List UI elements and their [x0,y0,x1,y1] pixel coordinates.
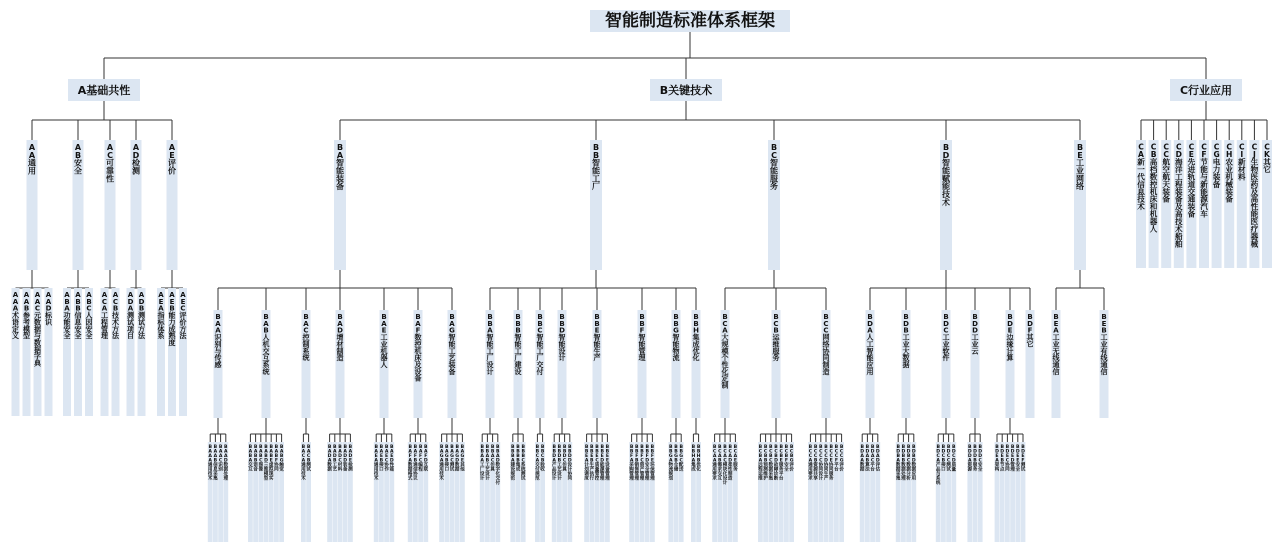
leaf-b-1-7-0-label: B B H A 集成 [691,445,696,473]
leaf-a-3-0-label: A D A 测试项目 [127,291,134,341]
leaf-b-0-1-6-label: B A B G 触觉 [279,445,284,473]
node-a-0-label: A A 通用 [28,143,36,176]
group-b-0-2-label: B A C 控制系统 [302,313,310,363]
leaf-b-1-1-0-label: B B B A 建设规范 [510,445,516,482]
leaf-b-0-5-1-label: B A F B 通信协议 [413,445,418,482]
leaf-b-2-0-2-label: B C A C 模块化设计 [722,445,728,487]
leaf-b-3-0-2-label: B D A C 平台 [870,445,875,473]
node-c-2-label: C C 航空航天装备 [1162,142,1170,204]
leaf-b-3-1-2-label: B D B C 数据分析 [906,445,911,482]
leaf-b-3-3-1-label: B D D B 服务 [972,445,978,473]
group-b-0-1-label: B A B 人机交互系统 [262,313,270,376]
node-c-6-label: C G 电力装备 [1212,142,1221,189]
leaf-b-0-1-2-label: B A B C 图像 [258,445,264,473]
leaf-b-3-2-3-label: B D C D 质量 [951,445,957,473]
group-b-0-3-label: B A D 增材制造 [336,313,344,363]
leaf-b-3-4-0-label: B D E A 架构 [994,445,1000,473]
leaf-b-1-4-4-label: B B E E 设备管理 [605,445,610,482]
leaf-b-1-4-0-label: B B E A 计划调度 [584,445,589,482]
leaf-b-0-4-2-label: B A E C 协作 [384,445,389,473]
leaf-b-1-6-2-label: B B G C 配送 [678,445,684,473]
leaf-b-2-1-4-label: B C B E 服务平台 [778,445,784,482]
leaf-b-0-3-1-label: B A D B 工艺 [332,445,338,473]
leaf-b-0-1-1-label: B A B B 语音 [253,445,258,473]
group-b-1-3-label: B B D 智能设计 [558,313,566,363]
leaf-b-3-0-0-label: B D A A 数据 [859,445,865,473]
leaf-b-1-0-0-label: B B A A 工厂设计 [479,445,485,482]
leaf-b-3-2-0-label: B D C A 产品与系统 [935,445,941,487]
leaf-b-0-1-3-label: B A B D 三维模型 [263,445,269,482]
node-a-3-label: A D 检测 [132,143,140,176]
leaf-b-2-2-2-label: B C C C 协同设计 [818,445,824,482]
leaf-b-2-2-4-label: B C C E 协同服务 [828,445,834,482]
leaf-b-0-0-2-label: B A A C 识别 [218,445,223,473]
leaf-b-2-2-0-label: B C C A 通用要求 [808,445,813,482]
group-b-1-7-label: B B H 集成优化 [692,313,700,363]
leaf-b-1-2-0-label: B B C A 交付规范 [535,445,540,482]
leaf-a-0-3-label: A A D 标识 [45,291,52,327]
node-a-1-label: A B 安全 [74,143,82,176]
group-b-0-6-label: B A G 智能工艺装备 [448,313,456,376]
leaf-b-2-1-6-label: B C B G 评价 [789,445,794,473]
leaf-b-0-2-0-label: B A C A 通用技术 [301,445,306,482]
leaf-b-2-1-1-label: B C B B 预测维护 [763,445,768,482]
leaf-b-1-3-2-label: B B D C 仿真 [562,445,567,473]
leaf-b-3-1-3-label: B D B D 数据应用 [911,445,917,482]
group-b-3-0-label: B D A 人工智能应用 [866,313,874,376]
leaf-b-1-4-2-label: B B E C 质量管控 [594,445,600,482]
leaf-b-2-1-2-label: B C B C 数据采集 [768,445,774,482]
leaf-b-2-0-1-label: B C A B 需求交互 [717,445,723,482]
leaf-b-3-4-4-label: B D E E 安全 [1015,445,1021,473]
leaf-a-1-2-label: A B C 人因安全 [85,291,93,341]
leaf-b-0-1-5-label: B A B F 协同 [274,445,279,473]
leaf-b-1-0-3-label: B B A D 数字化交付 [495,445,501,487]
leaf-a-1-0-label: A B A 功能安全 [63,291,71,341]
leaf-b-1-6-1-label: B B G B 仓储 [673,445,679,473]
group-b-4-0-label: B E A 工业无线通信 [1052,313,1060,376]
group-b-3-1-label: B D B 工业大数据 [902,313,910,370]
leaf-b-1-0-1-label: B B A B 工艺设计 [485,445,490,482]
leaf-b-1-5-4-label: B B F E 环保管理 [650,445,655,482]
leaf-b-0-4-0-label: B A E A 通用技术 [373,445,379,482]
node-c-10-label: C K 其它 [1263,142,1271,174]
leaf-b-2-0-4-label: B C A E 服务 [733,445,738,473]
leaf-a-4-1-label: A E B 能力成熟度 [168,291,176,348]
group-b-2-0-label: B C A 大规模个性化定制 [721,313,729,390]
leaf-b-2-2-1-label: B C C B 资源共享 [813,445,818,482]
leaf-b-2-1-5-label: B C B F 安全 [784,445,789,473]
leaf-b-1-1-1-label: B B B B 集成 [515,445,521,473]
leaf-b-0-5-2-label: B A F C 编程 [418,445,423,473]
node-c-9-label: C J 生物医药及高性能医疗器械 [1250,142,1259,249]
leaf-b-0-6-2-label: B A G C 测试 [449,445,455,473]
leaf-b-3-1-1-label: B D B B 数据处理 [901,445,906,482]
node-c-1-label: C B 高档数控机床和机器人 [1149,142,1158,234]
group-b-0-5-label: B A F 数控机床及设备 [414,313,422,383]
leaf-b-1-1-2-label: B B B C 系统测试 [520,445,526,482]
group-b-3-3-label: B D D 工业云 [971,313,979,356]
group-b-1-6-label: B B G 智能物流 [672,313,680,363]
leaf-b-0-1-0-label: B A B A 交互 [248,445,253,473]
leaf-b-0-1-4-label: B A B E 虚拟现实 [268,445,274,482]
leaf-b-0-6-3-label: B A G D 数据 [454,445,460,473]
leaf-b-3-2-2-label: B D C C 测试 [946,445,951,473]
node-c-8-label: C I 新材料 [1238,142,1246,182]
leaf-b-1-4-1-label: B B E B 生产执行 [589,445,595,482]
group-b-2-1-label: B C B 运维服务 [772,313,780,363]
leaf-b-0-2-1-label: B A C B 测试 [306,445,311,473]
group-b-3-5-label: B D F 其它 [1026,313,1034,349]
leaf-b-1-3-3-label: B B D D 设计协同 [567,445,573,482]
group-b-3-2-label: B D C 工业软件 [942,313,950,363]
node-c-3-label: C D 海洋工程装备及高技术船舶 [1175,142,1183,249]
leaf-b-0-6-0-label: B A G A 通用技术 [439,445,444,482]
leaf-b-0-0-0-label: B A A A 通用技术 [207,445,213,482]
leaf-a-4-2-label: A E C 评价方法 [179,291,187,341]
leaf-b-1-4-3-label: B B E D 能源管理 [599,445,605,482]
leaf-b-0-5-0-label: B A F A 数据格式 [407,445,413,482]
leaf-b-2-0-0-label: B C A A 通用要求 [712,445,717,482]
leaf-b-0-3-0-label: B A D A 数据 [327,445,332,473]
node-b-0-label: B A 智能装备 [336,143,344,192]
leaf-b-3-1-0-label: B D B A 数据采集 [895,445,901,482]
leaf-b-0-3-3-label: B A D D 装备 [342,445,348,473]
leaf-b-1-3-1-label: B B D B 工艺设计 [557,445,562,482]
node-b-2-label: B C 智能服务 [770,143,778,192]
group-b-1-1-label: B B B 智能工厂建设 [514,313,522,376]
node-c-7-label: C H 农业机械装备 [1225,142,1233,204]
leaf-b-3-4-1-label: B D E B 节点 [999,445,1005,473]
group-b-1-0-label: B B A 智能工厂设计 [486,313,494,376]
leaf-b-1-7-1-label: B B H B 优化 [696,445,701,473]
leaf-a-2-1-label: A C B 技术方法 [112,291,119,341]
leaf-b-2-1-3-label: B C B D 故障诊断 [773,445,779,482]
page-title: 智能制造标准体系框架 [605,11,775,31]
node-a-2-label: A C 可靠性 [106,143,114,184]
category-label-2: C行业应用 [1179,84,1233,97]
leaf-a-1-1-label: A B B 信息安全 [74,291,82,341]
leaf-b-0-0-3-label: B A A D 数据处理 [223,445,229,482]
leaf-b-3-2-1-label: B D C B 接口 [941,445,946,473]
leaf-b-3-3-2-label: B D D C 安全 [977,445,983,473]
leaf-a-4-0-label: A E A 指标体系 [157,291,165,341]
leaf-b-1-5-2-label: B B F C 资产管理 [639,445,645,482]
leaf-b-3-3-0-label: B D D A 资源 [967,445,973,473]
leaf-b-0-6-4-label: B A G E 其他 [460,445,465,473]
leaf-b-3-0-1-label: B D A B 算法 [865,445,870,473]
group-b-0-0-label: B A A 识别与传感 [214,313,222,370]
leaf-a-0-1-label: A A B 参考模型 [23,291,30,341]
leaf-b-0-4-1-label: B A E B 接口 [379,445,384,473]
node-c-0-label: C A 新一代信息技术 [1137,142,1145,212]
leaf-b-1-2-1-label: B B C B 验收 [540,445,545,473]
nodes-layer [11,10,1272,542]
leaf-b-1-5-1-label: B B F B 销售管理 [634,445,640,482]
node-c-4-label: C E 先进轨道交通装备 [1187,142,1196,219]
leaf-b-3-4-5-label: B D E F 测试 [1020,445,1026,473]
leaf-a-0-2-label: A A C 元数据与数据字典 [34,291,41,368]
node-b-1-label: B B 智能工厂 [592,143,600,192]
node-a-4-label: A E 评价 [168,143,176,176]
category-label-0: A基础共性 [77,84,131,97]
leaf-b-3-0-3-label: B D A D 评估 [875,445,881,473]
leaf-b-0-6-1-label: B A G B 接口 [444,445,450,473]
leaf-b-2-2-5-label: B C C F 平台 [834,445,839,473]
group-b-1-2-label: B B C 智能工厂交付 [536,313,544,376]
leaf-a-2-0-label: A C A 工程管理 [101,291,108,341]
leaf-b-0-3-2-label: B A D C 材料 [337,445,343,473]
leaf-b-1-3-0-label: B B D A 产品设计 [551,445,557,482]
node-b-3-label: B D 智能赋能技术 [942,143,950,207]
leaf-b-2-2-3-label: B C C D 协同生产 [823,445,829,482]
group-b-1-5-label: B B F 智能管理 [638,313,646,363]
leaf-b-3-4-2-label: B D E C 协同 [1005,445,1010,473]
node-b-4-label: B E 工业网络 [1076,143,1084,192]
leaf-b-0-5-3-label: B A F D 互联 [423,445,429,473]
leaf-b-0-0-1-label: B A A B 信息采集 [213,445,218,482]
leaf-b-2-2-6-label: B C C G 评价 [839,445,844,473]
leaf-b-1-0-2-label: B B A C 仿真 [490,445,495,473]
group-b-3-4-label: B D E 边缘计算 [1006,313,1014,363]
category-label-1: B关键技术 [659,84,713,97]
group-b-1-4-label: B B E 智能生产 [593,313,601,363]
leaf-b-1-5-0-label: B B F A 采购管理 [629,445,634,482]
leaf-b-2-1-0-label: B C B A 远程运维 [758,445,763,482]
group-b-4-1-label: B E B 工业有线通信 [1100,313,1108,376]
leaf-a-0-0-label: A A A 术语定义 [12,291,19,341]
group-b-2-2-label: B C C 网络协同制造 [822,313,830,376]
leaf-a-3-1-label: A D B 测试方法 [138,291,145,341]
leaf-b-3-4-3-label: B D E D 管理 [1010,445,1015,473]
leaf-b-1-6-0-label: B B G A 物流规划 [668,445,674,482]
leaf-b-2-0-3-label: B C A D 柔性制造 [727,445,733,482]
node-c-5-label: C F 节能与新能源汽车 [1200,142,1208,219]
leaf-b-0-4-3-label: B A E D 性能 [389,445,395,473]
group-b-0-4-label: B A E 工业机器人 [380,313,388,370]
leaf-b-0-3-4-label: B A D E 检测 [348,445,353,473]
leaf-b-1-5-3-label: B B F D 安全管理 [644,445,650,482]
